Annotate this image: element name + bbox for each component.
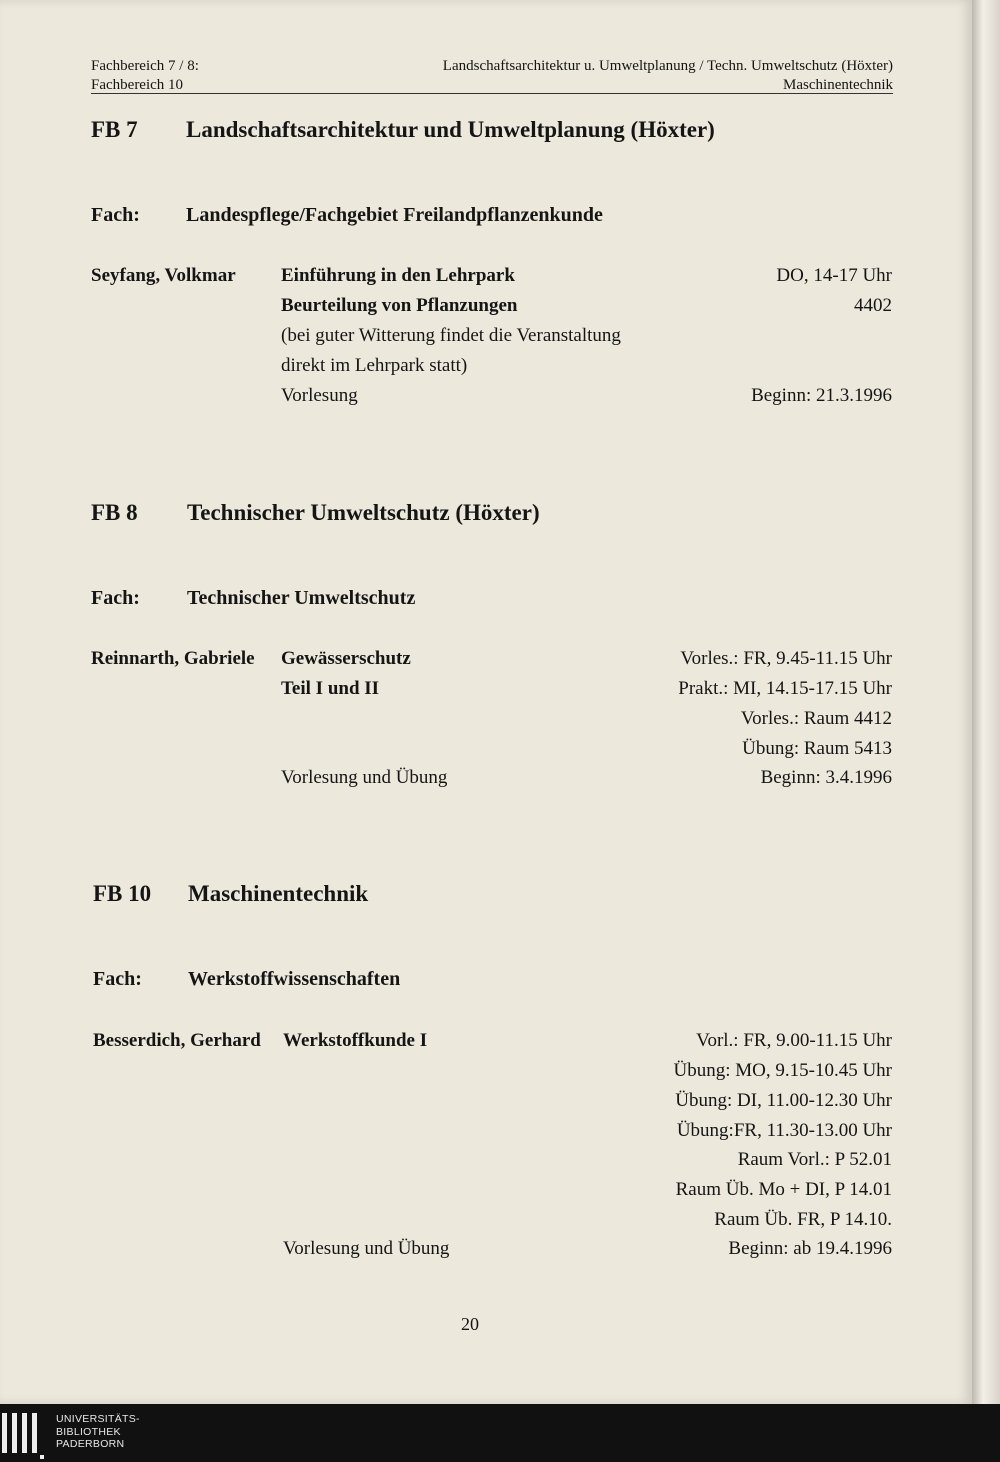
- fach-name: Technischer Umweltschutz: [187, 587, 416, 609]
- logo-line: BIBLIOTHEK: [56, 1425, 121, 1438]
- schedule-time: Vorl.: FR, 9.00-11.15 Uhr: [696, 1030, 892, 1051]
- scan-footer-bar: [0, 1404, 1000, 1462]
- library-logo-icon: [0, 1413, 50, 1459]
- course-note: direkt im Lehrpark statt): [281, 355, 468, 376]
- fb-title: Technischer Umweltschutz (Höxter): [187, 500, 540, 525]
- course-type: Vorlesung: [281, 385, 358, 406]
- lecturer-name: Besserdich, Gerhard: [93, 1030, 261, 1051]
- schedule-room: Raum Üb. Mo + DI, P 14.01: [675, 1179, 892, 1200]
- schedule-time: Übung:FR, 11.30-13.00 Uhr: [676, 1120, 892, 1141]
- lecturer-name: Reinnarth, Gabriele: [91, 648, 255, 669]
- logo-line: UNIVERSITÄTS-: [56, 1413, 140, 1425]
- course-note: (bei guter Witterung findet die Veranstaltung: [281, 325, 621, 346]
- fb-title: Landschaftsarchitektur und Umweltplanung (Höxter): [186, 117, 715, 142]
- logo-line: PADERBORN: [56, 1438, 125, 1450]
- schedule-time: Vorles.: FR, 9.45-11.15 Uhr: [680, 648, 892, 669]
- schedule-room: 4402: [854, 295, 892, 316]
- schedule-time: Übung: MO, 9.15-10.45 Uhr: [673, 1060, 892, 1081]
- course-type: Vorlesung und Übung: [283, 1238, 450, 1259]
- book-spine-edge: [972, 0, 1000, 1404]
- header-rule: [91, 93, 893, 94]
- course-title: Teil I und II: [281, 678, 380, 699]
- begin-date: Beginn: ab 19.4.1996: [728, 1238, 892, 1259]
- course-type: Vorlesung und Übung: [281, 767, 448, 788]
- fb-title: Maschinentechnik: [188, 881, 369, 906]
- schedule-room: Raum Üb. FR, P 14.10.: [714, 1209, 892, 1230]
- course-title: Gewässerschutz: [281, 648, 411, 669]
- header-faculty-left-2: Fachbereich 10: [91, 77, 184, 93]
- header-faculty-left: Fachbereich 7 / 8:: [91, 58, 199, 74]
- course-title: Beurteilung von Pflanzungen: [281, 295, 518, 316]
- schedule-time: Prakt.: MI, 14.15-17.15 Uhr: [678, 678, 892, 699]
- schedule-room: Vorles.: Raum 4412: [740, 708, 892, 729]
- fb-number: FB 7: [91, 117, 138, 142]
- fach-name: Werkstoffwissenschaften: [188, 968, 401, 990]
- schedule-time: DO, 14-17 Uhr: [776, 265, 892, 286]
- course-title: Werkstoffkunde I: [283, 1030, 428, 1051]
- schedule-time: Übung: DI, 11.00-12.30 Uhr: [675, 1090, 892, 1111]
- page-number: 20: [461, 1314, 479, 1334]
- begin-date: Beginn: 3.4.1996: [760, 767, 892, 788]
- schedule-room: Raum Vorl.: P 52.01: [737, 1149, 892, 1170]
- fach-name: Landespflege/Fachgebiet Freilandpflanzenkunde: [186, 204, 603, 226]
- fach-label: Fach:: [91, 587, 140, 609]
- fach-label: Fach:: [93, 968, 142, 990]
- course-title: Einführung in den Lehrpark: [281, 265, 515, 286]
- fb-number: FB 10: [93, 881, 152, 906]
- begin-date: Beginn: 21.3.1996: [751, 385, 892, 406]
- header-faculty-right: Landschaftsarchitektur u. Umweltplanung / Techn. Umweltschutz (Höxter): [442, 58, 893, 74]
- fach-label: Fach:: [91, 204, 140, 226]
- header-faculty-right-2: Maschinentechnik: [783, 77, 893, 93]
- fb-number: FB 8: [91, 500, 138, 525]
- lecturer-name: Seyfang, Volkmar: [91, 265, 236, 286]
- schedule-room: Übung: Raum 5413: [742, 738, 892, 759]
- library-logo-text: [56, 1413, 140, 1451]
